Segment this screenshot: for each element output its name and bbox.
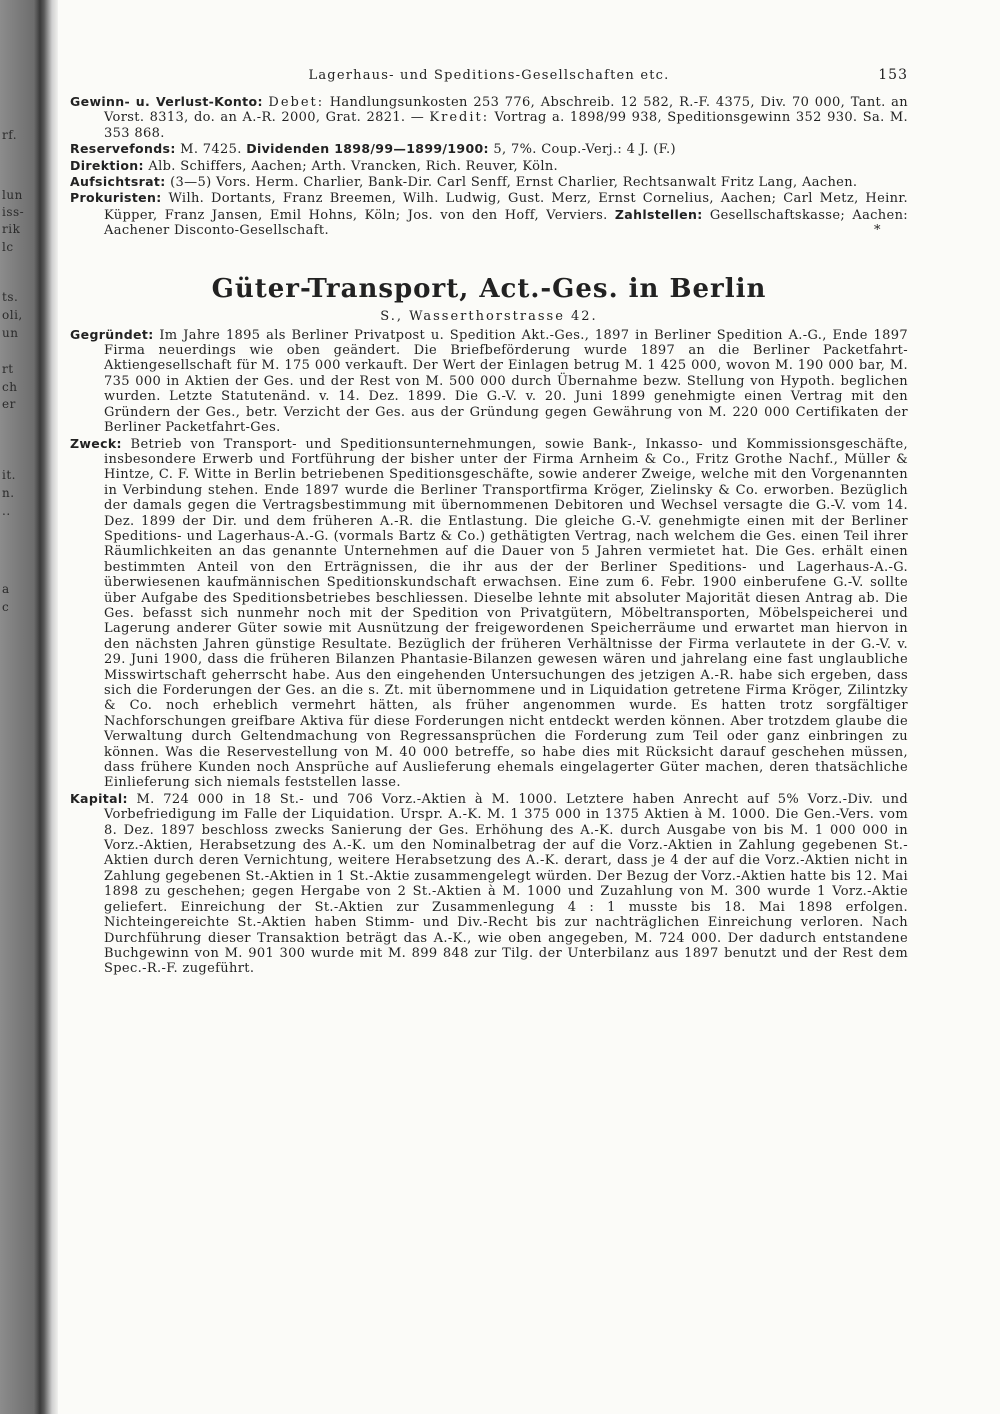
- entry-reservefonds: [70, 141, 908, 157]
- zweck-text: Betrieb von Transport- und Speditionsunternehmungen, sowie Bank-, Inkasso- und Kommissionsgeschäfte, insbesondere Erwerb und Fortführung der bisher unter der Firma Arnheim & Co., Fritz Grothe Nachf., Müller & Hintze, C. F. Witte in Berlin betriebenen Speditionsgeschäfte, sowie anderer Zweige, welche mit den Vorgenannten in Verbindung stehen. Ende 1897 wurde die Berliner Transportfirma Kröger, Zielinsky & Co. erworben. Bezüglich der damals gegen die Vertragsbestimmung mit übernommenen Debitoren und Wechsel versagte die G.-V. vom 14. Dez. 1899 der Dir. und dem früheren A.-R. die Entlastung. Die gleiche G.-V. genehmigte einen mit der Berliner Speditions- und Lagerhaus-A.-G. (vormals Bartz & Co.) gethätigten Vertrag, nach welchem die Ges. einen Teil ihrer Räumlichkeiten an das genannte Unternehmen auf die Dauer von 5 Jahren vermietet hat. Die Ges. erhält einen bestimmten Anteil von den Erträgnissen, die ihr aus der der Berliner Speditions- und Lagerhaus-A.-G. überwiesenen kaufmännischen Speditionskundschaft erwachsen. Eine zum 6. Febr. 1900 einberufene G.-V. sollte über Aufgabe des Speditionsbetriebes beschliessen. Dieselbe lehnte mit absoluter Majorität diesen Antrag ab. Die Ges. befasst sich nunmehr noch mit der Spedition von Privatgütern, Möbeltransporten, Möbelspeicherei und Lagerung anderer Güter sowie mit Ausnützung der freigewordenen Speicherräume und erwartet man hiervon in den nächsten Jahren günstige Resultate. Bezüglich der früheren Verhältnisse der Firma verlautete in der G.-V. v. 29. Juni 1900, dass die früheren Bilanzen Phantasie-Bilanzen gewesen wären und jahrelang eine fast unglaubliche Misswirtschaft geherrscht habe. Aus den eingehenden Untersuchungen des jetzigen A.-R. habe sich ergeben, dass sich die Forderungen der Ges. an die s. Zt. mit übernommene und in Liquidation getretene Firma Kröger, Zilintzky & Co. noch erheblich vermehrt hätten, als früher angenommen wurde. Es hatten trotz sorgfältiger Nachforschungen greifbare Aktiva für diese Forderungen nicht entdeckt werden können. Aber trotzdem glaube die Verwaltung durch Geltendmachung von Regressansprüchen die Forderung zum Teil oder ganz einbringen zu können. Was die Reservestellung von M. 40 000 betreffe, so habe dies mit Rücksicht darauf geschehen müssen, dass frühere Kunden noch Ansprüche auf Auslieferung ehemals eingelagerter Güter machen, deren thatsächliche Einlieferung sich niemals feststellen lasse.: [104, 436, 909, 791]
- entry-direktion: [70, 158, 908, 174]
- gutter-fragment: ..: [2, 504, 11, 518]
- dividenden-text: 5, 7%. Coup.-Verj.: 4 J. (F.): [493, 142, 676, 158]
- direktion-text: Alb. Schiffers, Aachen; Arth. Vrancken, Rich. Reuver, Köln.: [148, 158, 559, 174]
- prokuristen-text: Wilh. Dortants, Franz Breemen, Wilh. Ludwig, Gust. Merz, Ernst Cornelius, Aachen; Carl Metz, Heinr. Küpper, Franz Jansen, Emil Hohns, Köln; Jos. von den Hoff, Verviers.: [104, 191, 908, 223]
- gutter-fragment: rik: [2, 222, 21, 236]
- kredit-label: Kredit:: [429, 110, 490, 126]
- entry-label: Direktion:: [70, 157, 144, 173]
- company-title: Güter-Transport, Act.-Ges. in Berlin: [211, 273, 767, 304]
- gegruendet-text: Im Jahre 1895 als Berliner Privatpost u. Spedition Akt.-Ges., 1897 in Berliner Spedition A.-G., Ende 1897 Firma neuerdings wie oben geändert. Die Briefbeförderung wurde 1897 an die Berliner Packetfahrt-Aktiengesellschaft für M. 175 000 verkauft. Der Wert der Einlagen betrug M. 1 425 000, wovon M. 190 000 bar, M. 735 000 in Aktien der Ges. und der Rest von M. 500 000 durch Übernahme bezw. Stellung von Hypoth. beglichen wurden. Letzte Statutenänd. v. 14. Dez. 1899. Die G.-V. v. 20. Juni 1899 genehmigte einen Vertrag mit den Gründern der Ges., betr. Verzicht der Ges. aus der Gründung gegen Gewährung von M. 220 000 Certifikaten der Berliner Packetfahrt-Ges.: [104, 327, 909, 436]
- gutter-fragment: lun: [2, 188, 23, 202]
- gutter-fragment: c: [2, 600, 10, 614]
- gutter-fragment: a: [2, 582, 10, 596]
- gutter-fragment: ts.: [2, 290, 19, 304]
- entry-kapital: [70, 791, 908, 977]
- entry-label: Reservefonds:: [70, 141, 176, 157]
- running-header-title: Lagerhaus- und Speditions-Gesellschaften etc.: [308, 68, 670, 83]
- reservefonds-text: M. 7425.: [180, 142, 242, 158]
- gutter-fragment: oli,: [2, 308, 23, 322]
- entry-label: Gewinn- u. Verlust-Konto:: [70, 94, 263, 109]
- entry-label: Prokuristen:: [70, 190, 162, 206]
- aufsichtsrat-text: (3—5) Vors. Herm. Charlier, Bank-Dir. Carl Senff, Ernst Charlier, Rechtsanwalt Fritz Lang, Aachen.: [170, 175, 858, 191]
- entry-label: Zweck:: [70, 435, 122, 451]
- debet-text: Handlungsunkosten 253 776, Abschreib. 12 582, R.-F. 4375, Div. 70 000, Tant. an Vorst. 8313, do. an A.-R. 2000, Grat. 2821. —: [104, 95, 909, 126]
- entry-aufsichtsrat: [70, 174, 908, 190]
- gutter-fragment: rt: [2, 362, 14, 376]
- dividenden-label: Dividenden 1898/99—1899/1900:: [246, 141, 489, 157]
- kapital-text: M. 724 000 in 18 St.- und 706 Vorz.-Aktien à M. 1000. Letztere haben Anrecht auf 5% Vorz.-Div. und Vorbefriedigung im Falle der Liquidation. Urspr. A.-K. M. 1 375 000 in 1375 Aktien à M. 1000. Die Gen.-Vers. vom 8. Dez. 1897 beschloss zwecks Sanierung der Ges. Erhöhung des A.-K. durch Ausgabe von bis M. 1 000 000 in Vorz.-Aktien, Herabsetzung des A.-K. um den Nominalbetrag der auf die Vorz.-Aktien in Zahlung gegebenen St.-Aktien durch deren Vernichtung, weitere Herabsetzung des A.-K. derart, dass je 4 der auf die Vorz.-Aktien nicht in Zahlung gegebenen St.-Aktien in 1 St.-Aktie zusammengelegt würden. Der Bezug der Vorz.-Aktien hatte bis 12. Mai 1898 zu geschehen; gegen Hergabe von 2 St.-Aktien à M. 1000 und Zuzahlung von M. 300 wurde 1 Vorz.-Aktie geliefert. Einreichung der St.-Aktien zur Zusammenlegung 4 : 1 musste bis 18. Mai 1898 erfolgen. Nichteingereichte St.-Aktien haben Stimm- und Div.-Recht bis zur nachträglichen Einreichung verloren. Nach Durchführung dieser Transaktion beträgt das A.-K., wie oben angegeben, M. 724 000. Der dadurch entstandene Buchgewinn von M. 901 300 wurde mit M. 899 848 zur Tilg. der Unterbilanz aus 1897 benutzt und der Rest dem Spec.-R.-F. zugeführt.: [104, 791, 909, 977]
- company-address: S., Wasserthorstrasse 42.: [380, 308, 598, 324]
- entry-label: Gegründet:: [70, 326, 154, 342]
- entry-prokuristen: Prokuristen: Wilh. Dortants, Franz Breemen, Wilh. Ludwig, Gust. Merz, Ernst Cornelius, Aachen; Carl Metz, Heinr. Küpper, Franz Jansen, Emil Hohns, Köln; Jos. von den Hoff, Verviers. Zahlstellen: Gesellschaftskasse; Aachen: Aachener Disconto-Gesellschaft. *: [70, 190, 909, 239]
- entry-zweck: [70, 436, 908, 791]
- entry-label: Kapital:: [70, 790, 128, 806]
- gutter-fragment: rf.: [2, 128, 18, 142]
- zahlstellen-label: Zahlstellen:: [614, 206, 703, 222]
- gutter-fragment: n.: [2, 486, 15, 500]
- gutter-fragment: lc: [2, 240, 14, 254]
- zahlstellen-text: Gesellschaftskasse; Aachen: Aachener Disconto-Gesellschaft.: [104, 207, 909, 239]
- running-header: [70, 68, 908, 94]
- gutter-fragment: ch: [2, 380, 18, 394]
- entry-label: Aufsichtsrat:: [70, 174, 166, 190]
- gutter-fragment: it.: [2, 468, 16, 482]
- entry-gegruendet: [70, 327, 908, 436]
- debet-label: Debet:: [268, 95, 325, 110]
- document-page: [70, 68, 908, 977]
- gutter-fragment: un: [2, 326, 19, 340]
- entry-gewinn-verlust: [70, 94, 908, 141]
- gutter-fragment: er: [2, 397, 16, 411]
- page-number: 153: [878, 67, 908, 83]
- gutter-fragment: iss-: [2, 205, 25, 219]
- kredit-text: Vortrag a. 1898/99 938, Speditionsgewinn 352 930. Sa. M. 353 868.: [104, 110, 909, 141]
